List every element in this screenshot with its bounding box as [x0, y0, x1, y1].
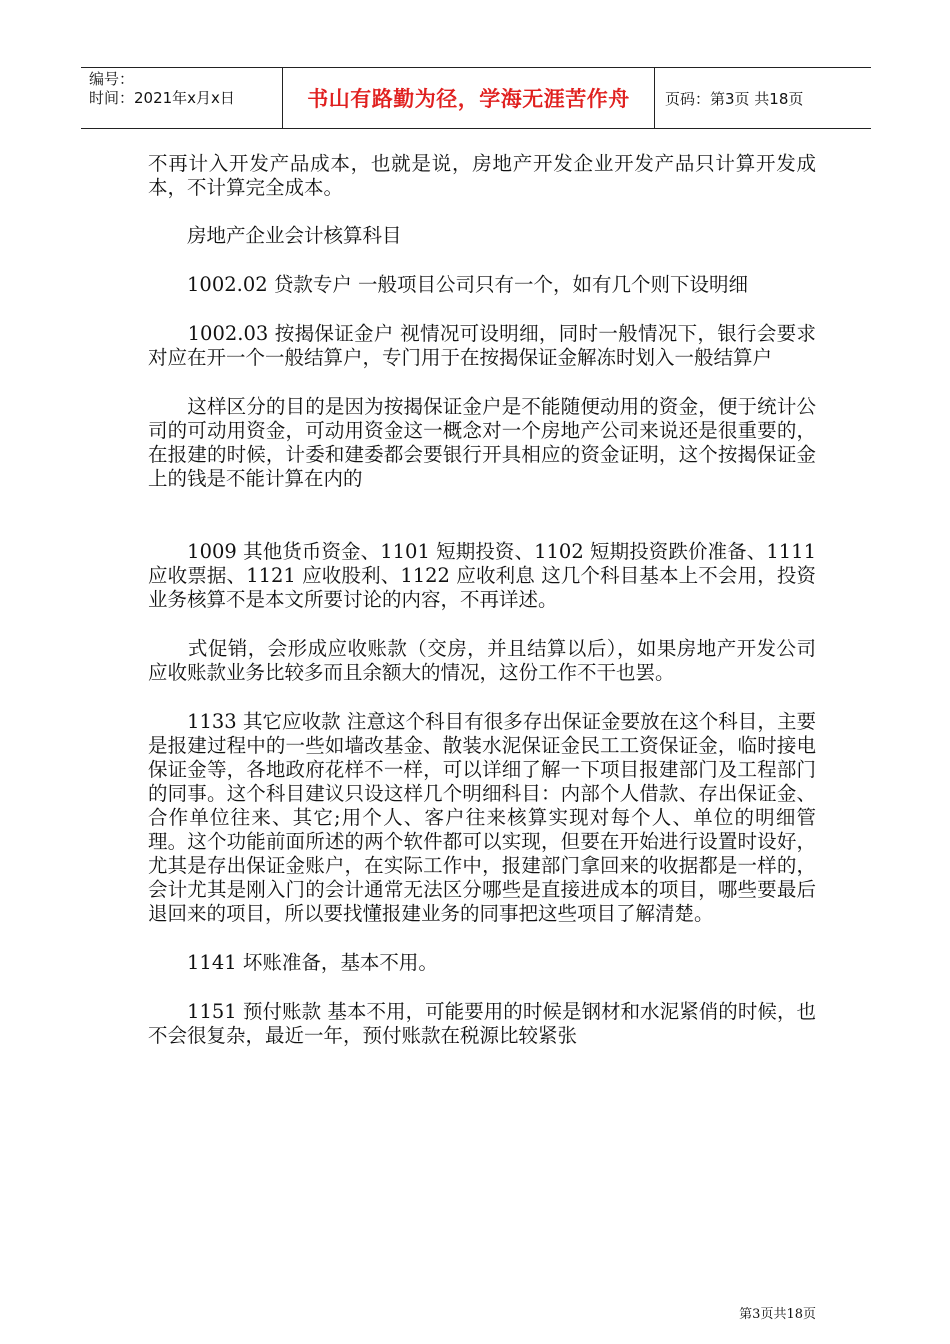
document-body	[148, 152, 816, 1048]
paragraph-5: 这样区分的目的是因为按揭保证金户是不能随便动用的资金，便于统计公司的可动用资金，可动用资金这一概念对一个房地产公司来说还是很重要的，在报建的时候，计委和建委都会要银行开具相应的资金证明，这个按揭保证金上的钱是不能计算在内的	[148, 395, 816, 490]
header-page-number: 页码：第3页 共18页	[665, 89, 804, 108]
header-motto: 书山有路勤为径，学海无涯苦作舟	[307, 87, 630, 111]
paragraph-4: 1002.03 按揭保证金户 视情况可设明细，同时一般情况下，银行会要求对应在开一个一般结算户，专门用于在按揭保证金解冻时划入一般结算户	[148, 322, 816, 369]
header-page-cell	[655, 68, 871, 128]
document-number-label: 编号：	[89, 70, 135, 88]
paragraph-6: 1009 其他货币资金、1101 短期投资、1102 短期投资跌价准备、1111 应收票据、1121 应收股利、1122 应收利息 这几个科目基本上不会用，投资业务核算不是本文所要讨论的内容，不再详述。	[148, 540, 816, 611]
header-motto-cell	[282, 68, 655, 128]
paragraph-3: 1002.02 贷款专户 一般项目公司只有一个，如有几个则下设明细	[148, 273, 749, 296]
paragraph-8: 1133 其它应收款 注意这个科目有很多存出保证金要放在这个科目，主要是报建过程中的一些如墙改基金、散装水泥保证金民工工资保证金，临时接电保证金等，各地政府花样不一样，可以详细了解一下项目报建部门及工程部门的同事。这个科目建议只设这样几个明细科目：内部个人借款、存出保证金、合作单位往来、其它;用个人、客户往来核算实现对每个人、单位的明细管理。这个功能前面所述的两个软件都可以实现，但要在开始进行设置时设好，尤其是存出保证金账户，在实际工作中，报建部门拿回来的收据都是一样的，会计尤其是刚入门的会计通常无法区分哪些是直接进成本的项目，哪些要最后退回来的项目，所以要找懂报建业务的同事把这些项目了解清楚。	[148, 710, 816, 925]
document-time-label: 时间：2021年x月x日	[89, 89, 235, 107]
paragraph-7: 式促销，会形成应收账款（交房，并且结算以后），如果房地产开发公司应收账款业务比较多而且余额大的情况，这份工作不干也罢。	[148, 637, 816, 684]
paragraph-9: 1141 坏账准备，基本不用。	[148, 951, 438, 974]
page-header	[81, 67, 871, 129]
header-meta	[81, 68, 282, 128]
paragraph-1: 不再计入开发产品成本，也就是说，房地产开发企业开发产品只计算开发成本，不计算完全成本。	[148, 152, 816, 199]
paragraph-10: 1151 预付账款 基本不用，可能要用的时候是钢材和水泥紧俏的时候，也不会很复杂，最近一年，预付账款在税源比较紧张	[148, 1000, 816, 1047]
paragraph-2: 房地产企业会计核算科目	[148, 224, 402, 247]
page-footer: 第3页共18页	[739, 1307, 816, 1322]
